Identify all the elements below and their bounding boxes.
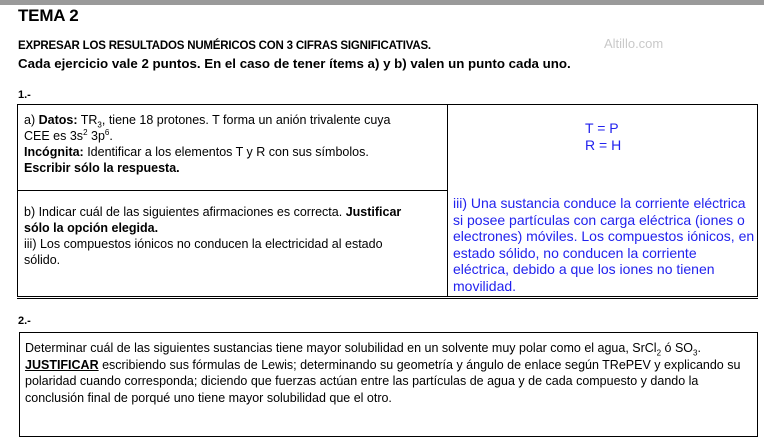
watermark: Altillo.com — [604, 36, 664, 51]
answer-1a — [585, 120, 621, 154]
question-2-statement: Determinar cuál de las siguientes sustancias tiene mayor solubilidad en un solvente muy polar como el agua, SrCl$_2$ ó $SO_3$. — [25, 341, 701, 358]
instruction-significant-figures: EXPRESAR LOS RESULTADOS NUMÉRICOS CON 3 CIFRAS SIGNIFICATIVAS. — [18, 40, 431, 52]
answer-1a-line2: R = H — [585, 137, 622, 153]
question-1a-cee: CEE es $3s^2$ $3p^6$. — [24, 127, 113, 143]
instruction-points: Cada ejercicio vale 2 puntos. En el caso de tener ítems a) y b) valen un punto cada uno. — [18, 56, 571, 71]
question-1a-incognita: Incógnita: Identificar a los elementos T y R con sus símbolos. — [24, 145, 369, 159]
question-1b-cell — [24, 204, 444, 268]
question-2-label: 2.- — [18, 315, 31, 327]
question-1a-cell — [24, 112, 444, 176]
page-title: TEMA 2 — [18, 6, 79, 25]
question-1b-line4: sólido. — [24, 253, 61, 267]
table-divider-vertical — [447, 104, 448, 297]
table-bottom-border — [17, 298, 758, 299]
question-1-label: 1.- — [18, 89, 31, 101]
question-1b-line2: sólo la opción elegida. — [24, 221, 159, 235]
question-1a-escribir: Escribir sólo la respuesta. — [24, 161, 180, 175]
question-1a-datos: a) Datos: $TR_3$, tiene 18 protones. T forma un anión trivalente cuya — [24, 113, 391, 130]
answer-1a-line1: T = P — [585, 120, 619, 136]
question-1b-line1: b) Indicar cuál de las siguientes afirmaciones es correcta. Justificar — [24, 205, 402, 219]
question-2-text — [25, 340, 750, 406]
top-border — [0, 0, 764, 5]
question-2-justification: JUSTIFICAR escribiendo sus fórmulas de Lewis; determinando su geometría y ángulo de enlace según TRePEV y explicando su polaridad cuando corresponda; diciendo que fuerzas actúan entre las partículas de agua y de cada compuesto y dando la conclusión final de porqué uno tiene mayor solubilidad que el otro. — [25, 357, 741, 405]
answer-1b: iii) Una sustancia conduce la corriente eléctrica si posee partículas con carga eléctrica (iones o electrones) móviles. Los compuestos iónicos, en estado sólido, no conducen la corriente eléctrica, debido a que los iones no tienen movilidad. — [453, 195, 755, 294]
table-divider-horizontal — [17, 190, 448, 191]
question-1b-line3: iii) Los compuestos iónicos no conducen la electricidad al estado — [24, 237, 383, 251]
